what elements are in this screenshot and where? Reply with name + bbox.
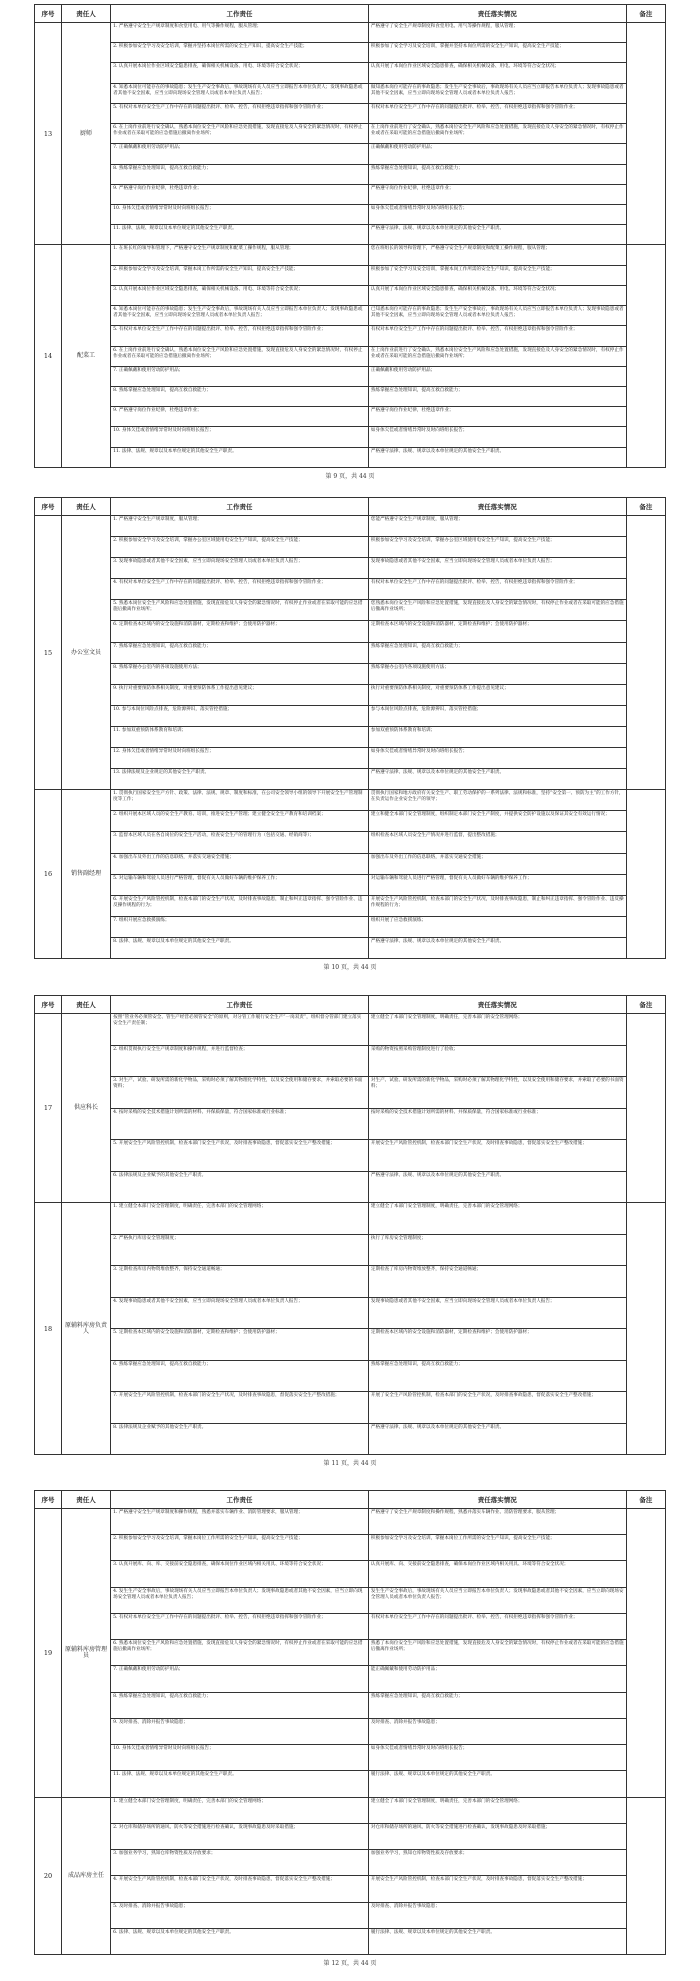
page-footer: 第 11 页，共 44 页 (323, 1460, 377, 1467)
responsible-person: 办公室文员 (62, 516, 111, 790)
table-row (35, 853, 666, 874)
implementation-cell: 熟悉了本岗位安全生产风险和应急处置措施，发现直接危及人身安全的紧急情况时，有权停止作业或者在采取可能的应急措施后撤离作业场所； (368, 1640, 626, 1666)
implementation-cell: 开展了安全生产风险管控机制，检查本部门的安全生产状况，及时排查事故隐患，督促落实安全生产整改措施； (368, 1392, 626, 1424)
implementation-cell: 建立健全了本部门安全管理制度，明确责任，完善本部门的安全管理网络； (368, 1203, 626, 1235)
table-row (35, 386, 666, 406)
implementation-cell: 组织开展了应急救援演练； (368, 916, 626, 937)
row-number: 13 (35, 23, 62, 245)
table-row (35, 1108, 666, 1140)
implementation-cell: 积极参加了安全学习及安全培训，掌握并坚持本岗位所需的安全生产知识，提高安全生产技能； (368, 43, 626, 63)
responsibility-table (34, 995, 666, 1455)
duty-cell: 2. 积极参加安全学习及安全培训，掌握并坚持本岗位所需的安全生产知识，提高安全生产技能； (111, 43, 369, 63)
duty-cell: 按照“管业务必须管安全、管生产经营必须管安全”的原则，对分管工作履行安全生产“一岗双责”，组织督分管部门建立落实安全生产责任制； (111, 1014, 369, 1046)
remarks-cell (626, 516, 665, 790)
duty-cell: 6. 法律法规及企业赋予的其他安全生产职责。 (111, 1171, 369, 1203)
duty-cell: 5. 有权对本单位安全生产工作中存在的问题提出批评、检举、控告，有权拒绝违章指挥和强令冒险作业； (111, 1613, 369, 1639)
implementation-cell: 建立和健全本部门安全管理制度，组织制定本部门安全生产制度，并提供安全防护设施以及保证其安全有效运行情况； (368, 811, 626, 832)
table-row (35, 1297, 666, 1329)
table-row (35, 1850, 666, 1876)
implementation-cell: 参加双重预防体系教育和培训； (368, 726, 626, 747)
duty-cell: 5. 对运输车辆和驾驶人员进行严格管理，督促有关人员做好车辆的维护保养工作； (111, 874, 369, 895)
duty-cell: 3. 认真开展本岗位作业区域安全隐患排查，确保相关机械设备、用电、环境等符合安全状况； (111, 63, 369, 83)
implementation-cell: 对运输车辆和驾驶人员进行严格管理，督促有关人员做好车辆的维护保养工作； (368, 874, 626, 895)
table-row (35, 1014, 666, 1046)
duty-cell: 11. 法律、法规、规章以及本单位规定的其他安全生产职责。 (111, 225, 369, 245)
implementation-cell: 严格遵守了安全生产规章制度和食堂用电、用气等操作规程，服从管理； (368, 23, 626, 43)
table-row (35, 225, 666, 245)
implementation-cell: 熟练掌握应急处理知识，提高互救自救能力； (368, 386, 626, 406)
duty-cell: 4. 加强出车及外出工作的信息联络，并落实交通安全措施； (111, 853, 369, 874)
table-row (35, 516, 666, 537)
table-row (35, 811, 666, 832)
duty-cell: 6. 熟练掌握应急处理知识，提高互救自救能力； (111, 1360, 369, 1392)
table-row (35, 537, 666, 558)
duty-cell: 5. 定期检查本区域内的安全设施和消防器材，定期检查和维护；会使用防护器材； (111, 1329, 369, 1361)
table-row (35, 1876, 666, 1902)
implementation-cell: 对仓库和储存场所的通风、防火等安全措施进行检查确认，发现事故隐患及时采取措施； (368, 1823, 626, 1849)
implementation-cell: 按时采购的安全技术措施计划所需的材料、并保质保量，符合国家标准或行业标准； (368, 1108, 626, 1140)
duty-cell: 7. 开展安全生产风险管控机制，检查本部门的安全生产状况，及时排查事故隐患，督促落实安全生产整改措施； (111, 1392, 369, 1424)
responsibility-table (34, 497, 666, 959)
row-number: 14 (35, 245, 62, 467)
duty-cell: 6. 开展安全生产风险管控机制，检查本部门的安全生产状况，及时排查事故隐患，制止和纠正违章指挥、强令冒险作业、违反操作规程的行为； (111, 895, 369, 916)
duty-cell: 6. 熟悉本岗位安全生产风险和应急处置措施，发现直接危及人身安全的紧急情况时，有权停止作业或者在采取可能的应急措施后撤离作业场所； (111, 1640, 369, 1666)
implementation-cell: 执行对重要预防体系相关制度，对重要预防体系工作提出意见建议； (368, 684, 626, 705)
table-row (35, 1640, 666, 1666)
table-row (35, 1666, 666, 1692)
implementation-cell: 熟练掌握应急处理知识，提高互救自救能力； (368, 1692, 626, 1718)
duty-cell: 1. 严格遵守安全生产规章制度和操作规程，熟悉并落实车辆作业、消防管理要求，服从管理； (111, 1509, 369, 1535)
responsible-person: 供应科长 (62, 1014, 111, 1203)
table-row (35, 663, 666, 684)
implementation-cell: 已知悉本岗位可能存在的事故隐患；发生生产安全事故后，事故现场有关人员应当立即报告本单位负责人；发现事故隐患或者其他不安全因素，应当立即向现场安全管理人员或者本单位负责人报告； (368, 306, 626, 326)
header-remarks: 备注 (626, 1491, 665, 1509)
implementation-cell: 严格遵守岗位作业纪律，杜绝违章作业； (368, 184, 626, 204)
implementation-cell: 您在班组长的领导和管理下，严格遵守安全生产规章制度和配菜工操作规程，服从管理； (368, 245, 626, 265)
implementation-cell: 积极参加安全学习及安全培训，掌握本岗位工作所需的安全生产知识，提高安全生产技能； (368, 1535, 626, 1561)
implementation-cell: 积极参加了安全学习及安全培训，掌握本岗工作所需的安全生产知识，提高安全生产技能； (368, 265, 626, 285)
implementation-cell: 做知悉本岗位可能存在的事故隐患；发生生产安全事故后，事故现场有关人员应当立即报告本单位负责人；发现事故隐患或者其他不安全因素，应当立即向现场安全管理人员或者本单位负责人报告； (368, 83, 626, 103)
duty-cell: 3. 对生产、试验、研发所需的新化学物品，采购时必须了解其物理化学特性，以及安全使用和储存要求，并索取必要的书面资料； (111, 1077, 369, 1109)
duty-cell: 8. 熟练掌握应急处理知识，提高互救自救能力； (111, 1692, 369, 1718)
table-row (35, 184, 666, 204)
table-row (35, 1823, 666, 1849)
implementation-cell: 加强出车及外出工作的信息联络，并落实交通安全措施； (368, 853, 626, 874)
implementation-cell: 定期检查本区域内的安全设施和消防器材，定期检查和维护；会使用防护器材； (368, 1329, 626, 1361)
responsibility-table (34, 4, 666, 468)
duty-cell: 10. 身体欠佳或者情绪异常时及时向班组长报告； (111, 204, 369, 224)
remarks-cell (626, 790, 665, 959)
implementation-cell: 有权对本单位安全生产工作中存在的问题提出批评、检举、控告，有权拒绝违章指挥和强令冒险作业； (368, 1613, 626, 1639)
duty-cell: 7. 正确佩戴和使用劳动防护用品； (111, 1666, 369, 1692)
implementation-cell: 熟练掌握办公室内各项设施使用方法； (368, 663, 626, 684)
table-row (35, 1535, 666, 1561)
duty-cell: 9. 严格遵守岗位作业纪律，杜绝违章作业； (111, 407, 369, 427)
implementation-cell: 严格遵守岗位作业纪律，杜绝违章作业； (368, 407, 626, 427)
duty-cell: 2. 积极参加安全学习及安全培训，掌握本岗位工作所需的安全生产知识，提高安全生产技能； (111, 1535, 369, 1561)
duty-cell: 2. 对仓库和储存场所的通风、防火等安全措施进行检查确认，发现事故隐患及时采取措施； (111, 1823, 369, 1849)
implementation-cell: 及时排查、消除并报告事故隐患； (368, 1718, 626, 1744)
duty-cell: 5. 熟悉本岗位安全生产风险和应急处置措施，发现直接危及人身安全的紧急情况时，有权停止作业或者在采取可能的应急措施后撤离作业场所； (111, 600, 369, 621)
duty-cell: 2. 积极参加安全学习及安全培训，掌握本岗工作所需的安全生产知识，提高安全生产技能； (111, 265, 369, 285)
implementation-cell: 能正确佩戴和使用劳动防护用品； (368, 1666, 626, 1692)
header-number: 序号 (35, 996, 62, 1014)
implementation-cell: 有权对本单位安全生产工作中存在的问题提出批评、检举、控告，有权拒绝违章指挥和强令冒险作业； (368, 579, 626, 600)
table-row (35, 705, 666, 726)
duty-cell: 1. 贯彻执行国家安全生产方针、政策、法律、法规、规章、制度和标准，在公司安全领导小组的领导下开展安全生产管理制度等工作； (111, 790, 369, 811)
page-footer: 第 10 页，共 44 页 (323, 964, 377, 971)
duty-cell: 1. 建立健全本部门安全管理制度，明确责任，完善本部门的安全管理网络； (111, 1797, 369, 1823)
implementation-cell: 严格遵守法律、法规、规章以及本单位规定的其他安全生产职责。 (368, 447, 626, 467)
header-number: 序号 (35, 1491, 62, 1509)
implementation-cell: 熟练掌握应急处理知识，提高互救自救能力； (368, 164, 626, 184)
header-responsible-person: 责任人 (62, 498, 111, 516)
header-remarks: 备注 (626, 5, 665, 23)
row-number: 16 (35, 790, 62, 959)
duty-cell: 12. 身体欠佳或者情绪异常时及时向班组长报告； (111, 748, 369, 769)
duty-cell: 10. 身体欠佳或者情绪异常时及时向班组长报告； (111, 427, 369, 447)
table-row (35, 285, 666, 305)
duty-cell: 7. 正确佩戴和使用劳动防护用品； (111, 144, 369, 164)
duty-cell: 2. 组织贯彻执行安全生产规章制度和操作规程，并进行监督检查； (111, 1045, 369, 1077)
duty-cell: 11. 法律、法规、规章以及本单位规定的其他安全生产职责。 (111, 447, 369, 467)
header-number: 序号 (35, 5, 62, 23)
implementation-cell: 执行了库房安全管理制度； (368, 1234, 626, 1266)
duty-cell: 8. 法律、法规、规章以及本单位规定的其他安全生产职责。 (111, 937, 369, 958)
implementation-cell: 贯彻执行国家和地方政府有关安全生产、职工劳动保护的一系列法律、法规和标准，坚持“安全第一、预防为主”的工作方针，在负责运作企业安全生产的领导； (368, 790, 626, 811)
table-row (35, 43, 666, 63)
table-row (35, 326, 666, 346)
document-page (34, 497, 666, 959)
implementation-cell: 认真开展库、向、交接前安全隐患排查，确保本岗位作业区域内相关用具、环境等符合安全状况； (368, 1561, 626, 1587)
table-row (35, 144, 666, 164)
table-row (35, 642, 666, 663)
implementation-cell: 积极参加安全学习及安全培训，掌握办公室区域使用电安全生产知识，提高安全生产技能； (368, 537, 626, 558)
table-row (35, 769, 666, 790)
duty-cell: 3. 认真开展本岗位作业区域安全隐患排查，确保相关机械设备、用电、环境等符合安全状况； (111, 285, 369, 305)
remarks-cell (626, 1797, 665, 1954)
document-page (34, 4, 666, 468)
header-duty: 工作责任 (111, 498, 369, 516)
table-row (35, 748, 666, 769)
header-implementation: 责任落实情况 (368, 5, 626, 23)
duty-cell: 6. 在上岗作业前进行安全确认，熟悉本岗位安全生产风险和应急处置措施，发现直接危及人身安全的紧急情况时，有权停止作业或者在采取可能的应急措施后撤离作业场所； (111, 346, 369, 366)
implementation-cell: 履行法律、法规、规章以及本单位规定的其他安全生产职责。 (368, 1771, 626, 1797)
implementation-cell: 严格遵守法律、法规、规章以及本单位规定的其他安全生产职责。 (368, 1423, 626, 1455)
table-row (35, 23, 666, 43)
table-row (35, 306, 666, 326)
table-row (35, 1745, 666, 1771)
duty-cell: 6. 法律、法规、规章以及本单位规定的其他安全生产职责。 (111, 1928, 369, 1954)
duty-cell: 4. 知悉本岗位可能存在的事故隐患；发生生产安全事故后，事故现场有关人员应当立即报告本单位负责人；发现事故隐患或者其他不安全因素，应当立即向现场安全管理人员或者本单位负责人报告； (111, 83, 369, 103)
implementation-cell: 认真开展了本岗位作业区域安全隐患排查，确保相关机械设备、用电、环境等符合安全状况； (368, 63, 626, 83)
responsible-person: 销售副经理 (62, 790, 111, 959)
table-row (35, 1234, 666, 1266)
implementation-cell: 对生产、试验、研发所需的新化学物品，采购时必须了解其物理化学特性，以及安全使用和储存要求，并索取了必要的书面资料； (368, 1077, 626, 1109)
header-responsible-person: 责任人 (62, 5, 111, 23)
table-row (35, 1329, 666, 1361)
table-row (35, 1587, 666, 1613)
table-row (35, 1045, 666, 1077)
table-row (35, 558, 666, 579)
implementation-cell: 正确佩戴和使用劳动防护用品； (368, 144, 626, 164)
implementation-cell: 开展安全生产风险管控机制，检查本部门安全生产状况，及时排查事故隐患，督促落实安全生产整改措施； (368, 1140, 626, 1172)
header-remarks: 备注 (626, 498, 665, 516)
table-row (35, 621, 666, 642)
duty-cell: 10. 身体欠佳或者情绪异常时及时向班组长报告； (111, 1745, 369, 1771)
table-row (35, 1771, 666, 1797)
implementation-cell: 建立健全了本部门安全管理制度，明确责任，完善本部门的安全管理网络； (368, 1014, 626, 1046)
header-number: 序号 (35, 498, 62, 516)
duty-cell: 5. 有权对本单位安全生产工作中存在的问题提出批评、检举、控告，有权拒绝违章指挥和强令冒险作业； (111, 326, 369, 346)
table-row (35, 1902, 666, 1928)
table-row (35, 346, 666, 366)
page-footer: 第 9 页，共 44 页 (325, 473, 375, 480)
duty-cell: 4. 有权对本单位安全生产工作中存在的问题提出批评、检举、控告，有权拒绝违章指挥和强令冒险作业； (111, 579, 369, 600)
table-header-row (35, 996, 666, 1014)
row-number: 20 (35, 1797, 62, 1954)
implementation-cell: 如身体欠佳或者情绪异常时及时向班组长报告； (368, 1745, 626, 1771)
table-row (35, 937, 666, 958)
remarks-cell (626, 1509, 665, 1798)
implementation-cell: 定期检查本区域内的安全设施和消防器材，定期检查和维护；会使用防护器材； (368, 621, 626, 642)
implementation-cell: 定期检查了库房内物资堆放整齐，保持安全通道畅通； (368, 1266, 626, 1298)
row-number: 15 (35, 516, 62, 790)
table-row (35, 366, 666, 386)
implementation-cell: 您能严格遵守安全生产规章制度，服从管理； (368, 516, 626, 537)
duty-cell: 3. 定期检查库房内物资堆放整齐，保持安全通道畅通； (111, 1266, 369, 1298)
remarks-cell (626, 1203, 665, 1455)
table-row (35, 407, 666, 427)
implementation-cell: 正确佩戴和使用劳动防护用品； (368, 366, 626, 386)
table-row (35, 1360, 666, 1392)
duty-cell: 7. 组织开展应急救援演练； (111, 916, 369, 937)
header-responsible-person: 责任人 (62, 996, 111, 1014)
responsible-person: 配菜工 (62, 245, 111, 467)
header-duty: 工作责任 (111, 5, 369, 23)
implementation-cell: 加强业务学习，熟知仓库物资性质及存放要求； (368, 1850, 626, 1876)
duty-cell: 5. 及时排查、消除并报告事故隐患； (111, 1902, 369, 1928)
implementation-cell: 认真开展了本岗位作业区域安全隐患排查，确保相关机械设备、用电、环境等符合安全状况； (368, 285, 626, 305)
table-row (35, 1561, 666, 1587)
duty-cell: 7. 正确佩戴和使用劳动防护用品； (111, 366, 369, 386)
duty-cell: 2. 组织开展本区域人员的安全生产教育、培训，推进安全生产管理；建立健全安全生产教育和培训档案； (111, 811, 369, 832)
duty-cell: 7. 熟练掌握应急处理知识，提高互救自救能力； (111, 642, 369, 663)
duty-cell: 8. 熟练掌握办公室内的各项设施使用方法； (111, 663, 369, 684)
table-row (35, 790, 666, 811)
table-row (35, 1203, 666, 1235)
row-number: 19 (35, 1509, 62, 1798)
table-row (35, 1692, 666, 1718)
duty-cell: 5. 有权对本单位安全生产工作中存在的问题提出批评、检举、控告，有权拒绝违章指挥和强令冒险作业； (111, 103, 369, 123)
table-row (35, 124, 666, 144)
implementation-cell: 在上岗作业前进行了安全确认，熟悉本岗位安全生产风险和应急处置措施，发现直接危及人身安全的紧急情况时，有权停止作业或者在采取可能的应急措施后撤离作业场所； (368, 124, 626, 144)
table-row (35, 204, 666, 224)
duty-cell: 4. 知悉本岗位可能存在的事故隐患；发生生产安全事故后，事故现场有关人员应当立即报告本单位负责人；发现事故隐患或者其他不安全因素，应当立即向现场安全管理人员或者本单位负责人报告； (111, 306, 369, 326)
implementation-cell: 及时排查、消除并报告事故隐患； (368, 1902, 626, 1928)
table-row (35, 1077, 666, 1109)
duty-cell: 3. 监督本区域人员在各自岗位的安全生产活动，检查安全生产的管理行为（包括交通、经销商等）； (111, 832, 369, 853)
duty-cell: 3. 加强业务学习，熟知仓库物资性质及存放要求； (111, 1850, 369, 1876)
implementation-cell: 严格遵守法律、法规、规章以及本单位规定的其他安全生产职责。 (368, 769, 626, 790)
table-row (35, 600, 666, 621)
table-row (35, 726, 666, 747)
implementation-cell: 如身体欠佳或者情绪异常时及时向班组长报告； (368, 748, 626, 769)
table-row (35, 874, 666, 895)
implementation-cell: 组织检查本区域人员安全生产情况并进行监督，提出整改措施； (368, 832, 626, 853)
table-header-row (35, 5, 666, 23)
table-row (35, 1266, 666, 1298)
header-duty: 工作责任 (111, 996, 369, 1014)
document-page (34, 995, 666, 1455)
duty-cell: 3. 发现事故隐患或者其他不安全因素，应当立即向现场安全管理人员或者本单位负责人报告； (111, 558, 369, 579)
responsible-person: 成品库房主任 (62, 1797, 111, 1954)
table-row (35, 1392, 666, 1424)
table-row (35, 1797, 666, 1823)
document-page (34, 1490, 666, 1955)
table-header-row (35, 498, 666, 516)
table-row (35, 1718, 666, 1744)
implementation-cell: 开展安全生产风险管控机制，检查本部门的安全生产状况，及时排查事故隐患，制止和纠正违章指挥、强令冒险作业、违反操作规程的行为； (368, 895, 626, 916)
responsible-person: 原辅料库房管理员 (62, 1509, 111, 1798)
table-row (35, 447, 666, 467)
table-row (35, 684, 666, 705)
table-row (35, 1928, 666, 1954)
row-number: 18 (35, 1203, 62, 1455)
implementation-cell: 严格遵守法律、法规、规章以及本单位规定的其他安全生产职责。 (368, 937, 626, 958)
duty-cell: 11. 参加双重预防体系教育和培训； (111, 726, 369, 747)
responsibility-table (34, 1490, 666, 1955)
duty-cell: 1. 严格遵守安全生产规章制度和食堂用电、用气等操作规程，服从管理； (111, 23, 369, 43)
table-row (35, 1140, 666, 1172)
table-row (35, 245, 666, 265)
duty-cell: 1. 在班长红的领导和管理下，严格遵守安全生产规章制度和配菜工操作规程，服从管理； (111, 245, 369, 265)
header-remarks: 备注 (626, 996, 665, 1014)
table-row (35, 1509, 666, 1535)
duty-cell: 1. 严格遵守安全生产规章制度，服从管理； (111, 516, 369, 537)
implementation-cell: 发现事故隐患或者其他不安全因素，应当立即向现场安全管理人员或者本单位负责人报告； (368, 558, 626, 579)
implementation-cell: 熟练掌握应急处理知识，提高互救自救能力； (368, 642, 626, 663)
duty-cell: 9. 执行对重要预防体系相关制度，对重要预防体系工作提出意见建议； (111, 684, 369, 705)
implementation-cell: 如身体欠佳或者情绪异常时及时向班组长报告； (368, 427, 626, 447)
page-footer: 第 12 页，共 44 页 (323, 1960, 377, 1967)
implementation-cell: 发生生产安全事故后，事故现场有关人员应当立即报告本单位负责人；发现事故隐患或者其他不安全因素，应当立即向现场安全管理人员或者本单位负责人报告； (368, 1587, 626, 1613)
header-duty: 工作责任 (111, 1491, 369, 1509)
remarks-cell (626, 23, 665, 245)
remarks-cell (626, 245, 665, 467)
table-row (35, 1423, 666, 1455)
table-row (35, 83, 666, 103)
duty-cell: 1. 建立健全本部门安全管理制度，明确责任，完善本部门的安全管理网络； (111, 1203, 369, 1235)
implementation-cell: 履行法律、法规、规章以及本单位规定的其他安全生产职责。 (368, 1928, 626, 1954)
table-row (35, 1171, 666, 1203)
duty-cell: 3. 认真开展库、向、库、交接前安全隐患排查，确保本岗位作业区域内相关用具、环境等符合安全状况； (111, 1561, 369, 1587)
duty-cell: 9. 及时排查、消除并报告事故隐患； (111, 1718, 369, 1744)
implementation-cell: 如身体欠佳或者情绪异常时及时向班组长报告； (368, 204, 626, 224)
table-row (35, 427, 666, 447)
header-implementation: 责任落实情况 (368, 996, 626, 1014)
table-header-row (35, 1491, 666, 1509)
duty-cell: 8. 法律法规及企业赋予的其他安全生产职责。 (111, 1423, 369, 1455)
duty-cell: 6. 定期检查本区域内的安全设施和消防器材，定期检查和维护；会使用防护器材； (111, 621, 369, 642)
duty-cell: 11. 法律、法规、规章以及本单位规定的其他安全生产职责。 (111, 1771, 369, 1797)
implementation-cell: 参与本岗位风险点排查，危险源辨识，落实管控措施； (368, 705, 626, 726)
implementation-cell: 有权对本单位安全生产工作中存在的问题提出批评、检举、控告，有权拒绝违章指挥和强令冒险作业； (368, 103, 626, 123)
implementation-cell: 熟练掌握应急处理知识，提高互救自救能力； (368, 1360, 626, 1392)
duty-cell: 8. 熟练掌握应急处理知识，提高互救自救能力； (111, 164, 369, 184)
table-row (35, 832, 666, 853)
table-row (35, 63, 666, 83)
implementation-cell: 开展安全生产风险管控机制，检查本部门安全生产状况，及时排查事故隐患，督促落实安全生产整改措施； (368, 1876, 626, 1902)
header-responsible-person: 责任人 (62, 1491, 111, 1509)
duty-cell: 4. 开展安全生产风险管控机制，检查本部门安全生产状况，及时排查事故隐患，督促落实安全生产整改措施； (111, 1876, 369, 1902)
duty-cell: 8. 熟练掌握应急处理知识，提高互救自救能力； (111, 386, 369, 406)
implementation-cell: 您熟悉本岗位安全生产风险和应急处置措施，发现直接危及人身安全的紧急情况时，有权停止作业或者在采取可能的应急措施后撤离作业场所； (368, 600, 626, 621)
implementation-cell: 严格遵守法律、法规、规章以及本单位规定的其他安全生产职责。 (368, 1171, 626, 1203)
header-implementation: 责任落实情况 (368, 1491, 626, 1509)
table-row (35, 1613, 666, 1639)
table-row (35, 103, 666, 123)
remarks-cell (626, 1014, 665, 1203)
duty-cell: 6. 在上岗作业前进行安全确认，熟悉本岗位安全生产风险和应急处置措施，发现直接危及人身安全的紧急情况时，有权停止作业或者在采取可能的应急措施后撤离作业场所； (111, 124, 369, 144)
implementation-cell: 采购的物资按照采购管理制度进行了验收； (368, 1045, 626, 1077)
implementation-cell: 严格遵守了安全生产规章制度和操作规程，熟悉并落实车辆作业、消防管理要求，服从管理； (368, 1509, 626, 1535)
duty-cell: 4. 发生生产安全事故后，事故现场有关人员应当立即报告本单位负责人；发现事故隐患或者其他不安全因素，应当立即向现场安全管理人员或者本单位负责人报告； (111, 1587, 369, 1613)
implementation-cell: 在上岗作业前进行了安全确认，熟悉本岗位安全生产风险和应急处置措施，发现直接危及人身安全的紧急情况时，有权停止作业或者在采取可能的应急措施后撤离作业场所； (368, 346, 626, 366)
table-row (35, 916, 666, 937)
duty-cell: 9. 严格遵守岗位作业纪律，杜绝违章作业； (111, 184, 369, 204)
table-row (35, 895, 666, 916)
duty-cell: 5. 开展安全生产风险管控机制，检查本部门安全生产状况，及时排查事故隐患，督促落实安全生产整改措施； (111, 1140, 369, 1172)
duty-cell: 4. 按时采购的安全技术措施计划所需的材料、并保质保量，符合国家标准或行业标准； (111, 1108, 369, 1140)
row-number: 17 (35, 1014, 62, 1203)
table-row (35, 265, 666, 285)
table-row (35, 579, 666, 600)
responsible-person: 原辅料库房负责人 (62, 1203, 111, 1455)
duty-cell: 13. 法律法规及企业规定的其他安全生产职责。 (111, 769, 369, 790)
duty-cell: 2. 积极参加安全学习及安全培训，掌握办公室区域使用电安全生产知识，提高安全生产技能； (111, 537, 369, 558)
implementation-cell: 发现事故隐患或者其他不安全因素，应当立即向现场安全管理人员或者本单位负责人报告； (368, 1297, 626, 1329)
duty-cell: 2. 严格执行库房安全管理制度； (111, 1234, 369, 1266)
duty-cell: 10. 参与本岗位风险点排查，危险源辨识，落实管控措施； (111, 705, 369, 726)
table-row (35, 164, 666, 184)
duty-cell: 4. 发现事故隐患或者其他不安全因素，应当立即向现场安全管理人员或者本单位负责人报告； (111, 1297, 369, 1329)
header-implementation: 责任落实情况 (368, 498, 626, 516)
responsible-person: 厨师 (62, 23, 111, 245)
implementation-cell: 严格遵守法律、法规、规章以及本单位规定的其他安全生产职责。 (368, 225, 626, 245)
implementation-cell: 建立健全了本部门安全管理制度，明确责任，完善本部门的安全管理网络； (368, 1797, 626, 1823)
implementation-cell: 有权对本单位安全生产工作中存在的问题提出批评、检举、控告，有权拒绝违章指挥和强令冒险作业； (368, 326, 626, 346)
